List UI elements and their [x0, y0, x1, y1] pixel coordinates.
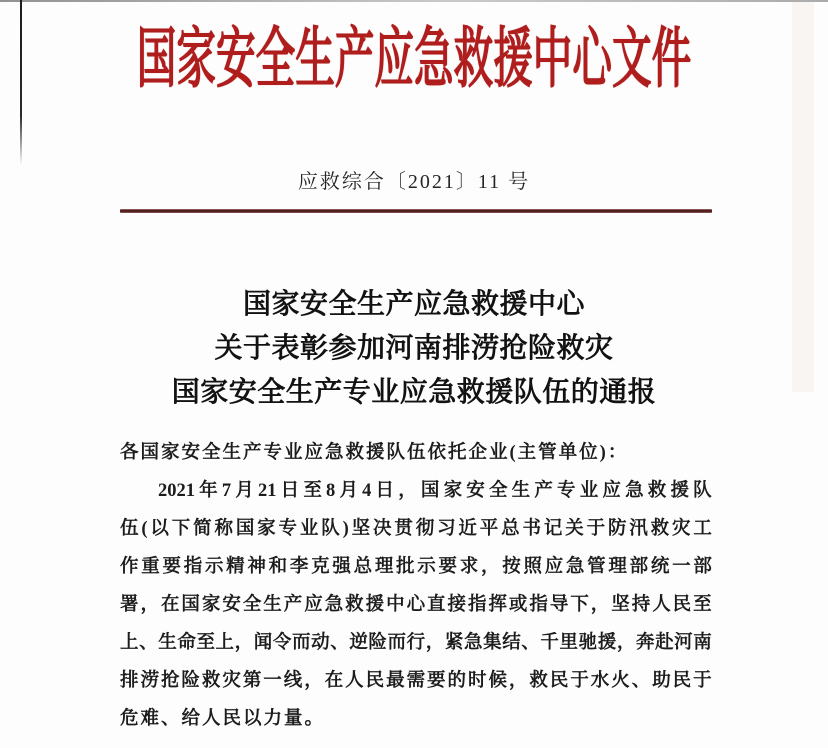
- body-paragraph-line: 作 重 要 指 示 精 神 和 李 克 强 总 理 批 示 要 求 ， 按 照 应 急 管 理 部 统 一 部: [120, 557, 712, 577]
- document-title-line-1: 国家安全生产应急救援中心: [242, 289, 585, 320]
- body-salutation-line: 各国家安全生产专业应急救援队伍依托企业(主管单位)：: [120, 443, 629, 463]
- body-paragraph-line: 2021 年 7 月 21 日 至 8 月 4 日 ， 国 家 安 全 生 产 专 业 应 急 救 援 队: [158, 481, 712, 501]
- document-number: 应救综合〔2021〕11 号: [297, 171, 531, 193]
- body-paragraph-line: 署 ， 在 国 家 安 全 生 产 应 急 救 援 中 心 直 接 指 挥 或 指 导 下 ， 坚 持 人 民 至: [120, 595, 712, 615]
- document-body: [120, 434, 712, 738]
- document-title: [0, 283, 828, 415]
- letterhead-title: 国家安全生产应急救援中心文件: [136, 23, 692, 96]
- body-closing-line: 危难、给人民以力量。: [120, 709, 326, 729]
- body-paragraph-line: 上 、 生 命 至 上 ， 闻 令 而 动 、 逆 险 而 行 ， 紧 急 集 结 、 千 里 驰 援 ， 奔 赴 河 南: [120, 633, 712, 653]
- red-separator-rule: [120, 209, 712, 213]
- document-title-line-2: 关于表彰参加河南排涝抢险救灾: [214, 333, 614, 364]
- document-title-line-3: 国家安全生产专业应急救援队伍的通报: [171, 377, 657, 408]
- letterhead-banner: [0, 14, 828, 106]
- body-paragraph-line: 伍 ( 以 下 简 称 国 家 专 业 队 ) 坚 决 贯 彻 习 近 平 总 书 记 关 于 防 汛 救 灾 工: [120, 519, 712, 539]
- body-paragraph-line: 排 涝 抢 险 救 灾 第 一 线 ， 在 人 民 最 需 要 的 时 候 ， 救 民 于 水 火 、 助 民 于: [120, 671, 712, 691]
- scan-top-edge-line: [0, 0, 828, 2]
